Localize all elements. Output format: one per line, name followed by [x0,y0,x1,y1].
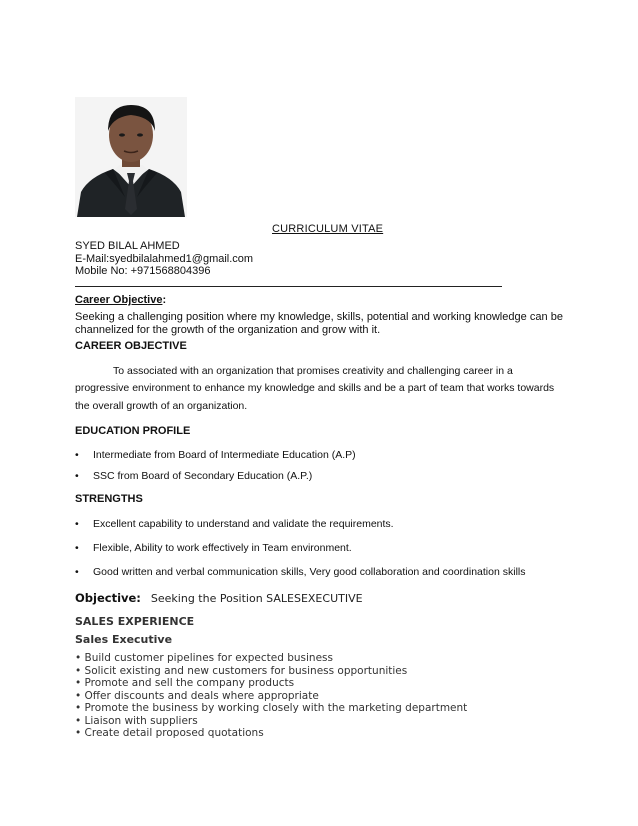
candidate-name: SYED BILAL AHMED [75,240,180,252]
education-item-text: SSC from Board of Secondary Education (A.P.) [93,470,313,482]
duty-item: • Create detail proposed quotations [75,727,264,739]
cv-title: CURRICULUM VITAE [272,223,384,235]
career-objective-text: Seeking a challenging position where my knowledge, skills, potential and working knowledge can be channelized for the growth of the organization and grow with it. [75,311,563,336]
profile-photo [75,97,187,217]
duty-item: • Build customer pipelines for expected business [75,652,333,664]
strengths-heading: STRENGTHS [75,493,143,505]
education-item-text: Intermediate from Board of Intermediate Education (A.P) [93,449,356,461]
career-objective-line-3: the overall growth of an organization. [75,400,248,412]
bullet-icon: • [75,542,79,554]
career-objective-label-text: Career Objective [75,294,163,306]
bullet-icon: • [75,566,79,578]
education-item [75,470,312,482]
education-item [75,449,356,461]
strength-item [75,518,394,530]
strength-item [75,566,525,578]
education-heading: EDUCATION PROFILE [75,425,191,437]
sales-role-title: Sales Executive [75,633,173,646]
career-objective-label-colon: : [162,294,167,306]
bullet-icon: • [75,518,79,530]
sales-duties-list [75,652,467,740]
portrait-photo-icon [75,97,187,217]
objective-label: Objective: [75,591,141,605]
mobile-line: Mobile No: +971568804396 [75,265,211,277]
objective-line [75,591,363,605]
strength-item-text: Good written and verbal communication skills, Very good collaboration and coordination skills [93,566,526,578]
divider-line [75,286,502,287]
career-objective-line-1: To associated with an organization that promises creativity and challenging career in a [113,365,513,377]
duty-item: • Promote the business by working closely with the marketing department [75,702,468,714]
duty-item: • Solicit existing and new customers for business opportunities [75,664,408,677]
objective-value: Seeking the Position SALESEXECUTIVE [150,592,363,605]
career-objective-line-2: progressive environment to enhance my knowledge and skills and be a part of team that works towards [75,382,555,394]
career-objective-heading: CAREER OBJECTIVE [75,340,187,352]
duty-item: • Offer discounts and deals where appropriate [75,689,319,702]
career-objective-label [75,294,166,306]
sales-experience-heading: SALES EXPERIENCE [75,615,195,628]
email-line: E-Mail:syedbilalahmed1@gmail.com [75,253,254,265]
bullet-icon: • [75,449,79,461]
strength-item [75,542,352,554]
strength-item-text: Excellent capability to understand and validate the requirements. [93,518,394,530]
duty-item: • Liaison with suppliers [75,714,198,727]
strength-item-text: Flexible, Ability to work effectively in Team environment. [93,542,352,554]
bullet-icon: • [75,470,79,482]
duty-item: • Promote and sell the company products [75,677,295,689]
